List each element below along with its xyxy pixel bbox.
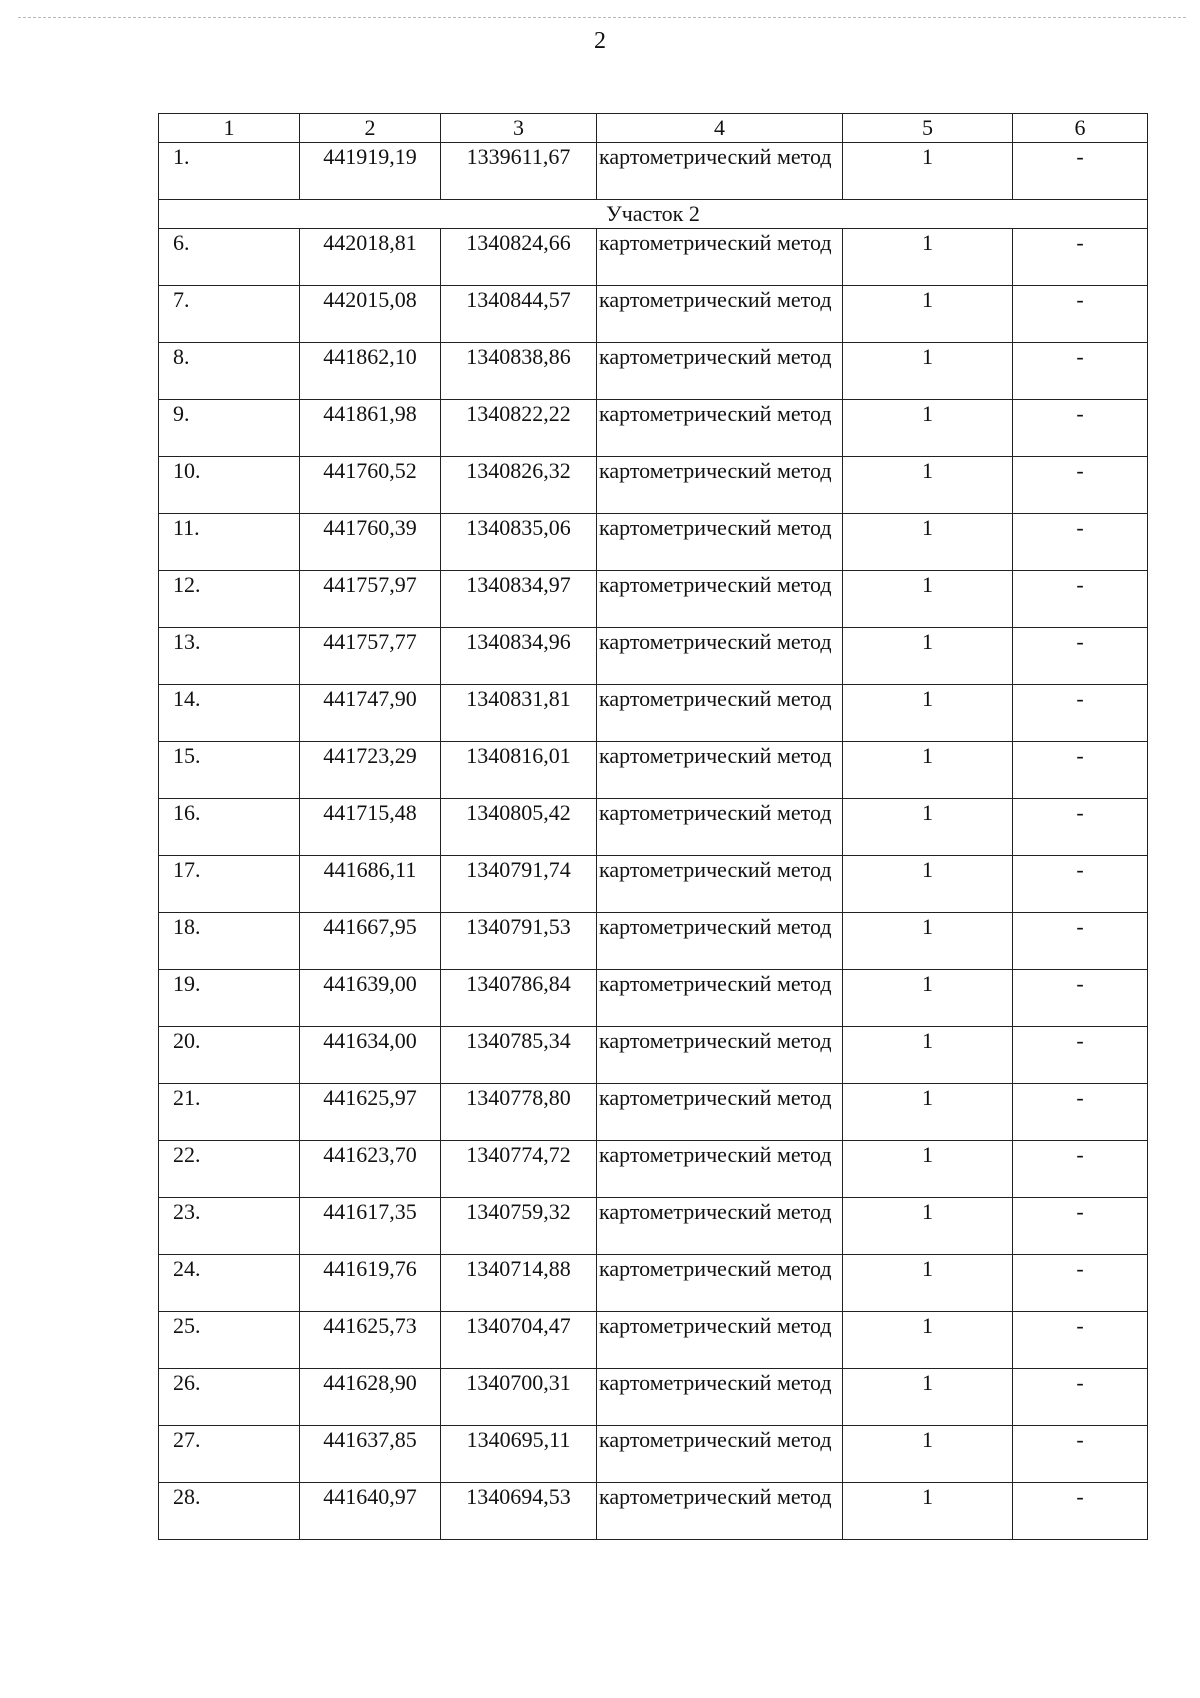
count-cell: 1 <box>843 799 1013 856</box>
method-cell: картометрический метод <box>597 1141 843 1198</box>
method-cell: картометрический метод <box>597 1426 843 1483</box>
x-coordinate-cell: 441723,29 <box>300 742 441 799</box>
extra-cell: - <box>1013 799 1148 856</box>
table-row <box>159 1027 1148 1084</box>
x-coordinate-cell: 441625,97 <box>300 1084 441 1141</box>
count-cell: 1 <box>843 1084 1013 1141</box>
point-number-cell: 12. <box>159 571 300 628</box>
point-number-cell: 1. <box>159 143 300 200</box>
point-number-cell: 22. <box>159 1141 300 1198</box>
extra-cell: - <box>1013 1369 1148 1426</box>
count-cell: 1 <box>843 286 1013 343</box>
x-coordinate-cell: 441861,98 <box>300 400 441 457</box>
coordinates-table <box>158 113 1148 1540</box>
table-row <box>159 970 1148 1027</box>
page-top-border <box>18 17 1186 18</box>
point-number-cell: 19. <box>159 970 300 1027</box>
y-coordinate-cell: 1340834,97 <box>441 571 597 628</box>
extra-cell: - <box>1013 1483 1148 1540</box>
count-cell: 1 <box>843 742 1013 799</box>
extra-cell: - <box>1013 514 1148 571</box>
point-number-cell: 25. <box>159 1312 300 1369</box>
method-cell: картометрический метод <box>597 1027 843 1084</box>
count-cell: 1 <box>843 1483 1013 1540</box>
point-number-cell: 17. <box>159 856 300 913</box>
y-coordinate-cell: 1340704,47 <box>441 1312 597 1369</box>
point-number-cell: 14. <box>159 685 300 742</box>
y-coordinate-cell: 1340786,84 <box>441 970 597 1027</box>
table-row <box>159 628 1148 685</box>
x-coordinate-cell: 441686,11 <box>300 856 441 913</box>
point-number-cell: 9. <box>159 400 300 457</box>
extra-cell: - <box>1013 457 1148 514</box>
y-coordinate-cell: 1340835,06 <box>441 514 597 571</box>
extra-cell: - <box>1013 856 1148 913</box>
table-row <box>159 1084 1148 1141</box>
method-cell: картометрический метод <box>597 742 843 799</box>
method-cell: картометрический метод <box>597 856 843 913</box>
count-cell: 1 <box>843 1369 1013 1426</box>
table-row <box>159 685 1148 742</box>
point-number-cell: 20. <box>159 1027 300 1084</box>
x-coordinate-cell: 441760,39 <box>300 514 441 571</box>
x-coordinate-cell: 441760,52 <box>300 457 441 514</box>
point-number-cell: 24. <box>159 1255 300 1312</box>
x-coordinate-cell: 441634,00 <box>300 1027 441 1084</box>
method-cell: картометрический метод <box>597 400 843 457</box>
section-title: Участок 2 <box>159 200 1148 229</box>
section-header-row <box>159 200 1148 229</box>
extra-cell: - <box>1013 343 1148 400</box>
y-coordinate-cell: 1339611,67 <box>441 143 597 200</box>
method-cell: картометрический метод <box>597 799 843 856</box>
y-coordinate-cell: 1340714,88 <box>441 1255 597 1312</box>
table-row <box>159 571 1148 628</box>
x-coordinate-cell: 441667,95 <box>300 913 441 970</box>
extra-cell: - <box>1013 628 1148 685</box>
count-cell: 1 <box>843 1141 1013 1198</box>
table-row <box>159 1141 1148 1198</box>
y-coordinate-cell: 1340822,22 <box>441 400 597 457</box>
y-coordinate-cell: 1340791,74 <box>441 856 597 913</box>
method-cell: картометрический метод <box>597 1255 843 1312</box>
extra-cell: - <box>1013 1141 1148 1198</box>
y-coordinate-cell: 1340759,32 <box>441 1198 597 1255</box>
point-number-cell: 7. <box>159 286 300 343</box>
table-row <box>159 1312 1148 1369</box>
y-coordinate-cell: 1340824,66 <box>441 229 597 286</box>
x-coordinate-cell: 441919,19 <box>300 143 441 200</box>
point-number-cell: 8. <box>159 343 300 400</box>
header-cell: 1 <box>159 114 300 143</box>
y-coordinate-cell: 1340826,32 <box>441 457 597 514</box>
y-coordinate-cell: 1340785,34 <box>441 1027 597 1084</box>
extra-cell: - <box>1013 286 1148 343</box>
table-row <box>159 1255 1148 1312</box>
count-cell: 1 <box>843 913 1013 970</box>
extra-cell: - <box>1013 1084 1148 1141</box>
y-coordinate-cell: 1340791,53 <box>441 913 597 970</box>
table-row <box>159 1369 1148 1426</box>
x-coordinate-cell: 441617,35 <box>300 1198 441 1255</box>
count-cell: 1 <box>843 685 1013 742</box>
method-cell: картометрический метод <box>597 1483 843 1540</box>
count-cell: 1 <box>843 571 1013 628</box>
point-number-cell: 23. <box>159 1198 300 1255</box>
table-row <box>159 343 1148 400</box>
method-cell: картометрический метод <box>597 229 843 286</box>
extra-cell: - <box>1013 400 1148 457</box>
extra-cell: - <box>1013 571 1148 628</box>
method-cell: картометрический метод <box>597 571 843 628</box>
header-cell: 2 <box>300 114 441 143</box>
point-number-cell: 13. <box>159 628 300 685</box>
x-coordinate-cell: 441862,10 <box>300 343 441 400</box>
point-number-cell: 28. <box>159 1483 300 1540</box>
table-row <box>159 856 1148 913</box>
count-cell: 1 <box>843 514 1013 571</box>
extra-cell: - <box>1013 1255 1148 1312</box>
point-number-cell: 15. <box>159 742 300 799</box>
count-cell: 1 <box>843 970 1013 1027</box>
table-row <box>159 1198 1148 1255</box>
extra-cell: - <box>1013 913 1148 970</box>
method-cell: картометрический метод <box>597 970 843 1027</box>
count-cell: 1 <box>843 1027 1013 1084</box>
method-cell: картометрический метод <box>597 514 843 571</box>
count-cell: 1 <box>843 229 1013 286</box>
y-coordinate-cell: 1340805,42 <box>441 799 597 856</box>
point-number-cell: 26. <box>159 1369 300 1426</box>
x-coordinate-cell: 441757,97 <box>300 571 441 628</box>
x-coordinate-cell: 441637,85 <box>300 1426 441 1483</box>
method-cell: картометрический метод <box>597 1369 843 1426</box>
table-row <box>159 913 1148 970</box>
method-cell: картометрический метод <box>597 143 843 200</box>
method-cell: картометрический метод <box>597 286 843 343</box>
table-row <box>159 400 1148 457</box>
header-cell: 6 <box>1013 114 1148 143</box>
table-row <box>159 1483 1148 1540</box>
extra-cell: - <box>1013 1198 1148 1255</box>
y-coordinate-cell: 1340831,81 <box>441 685 597 742</box>
x-coordinate-cell: 441715,48 <box>300 799 441 856</box>
x-coordinate-cell: 441747,90 <box>300 685 441 742</box>
table-row <box>159 229 1148 286</box>
header-cell: 5 <box>843 114 1013 143</box>
x-coordinate-cell: 441619,76 <box>300 1255 441 1312</box>
y-coordinate-cell: 1340695,11 <box>441 1426 597 1483</box>
method-cell: картометрический метод <box>597 1312 843 1369</box>
extra-cell: - <box>1013 143 1148 200</box>
method-cell: картометрический метод <box>597 913 843 970</box>
table-row <box>159 1426 1148 1483</box>
y-coordinate-cell: 1340838,86 <box>441 343 597 400</box>
x-coordinate-cell: 441623,70 <box>300 1141 441 1198</box>
count-cell: 1 <box>843 856 1013 913</box>
y-coordinate-cell: 1340778,80 <box>441 1084 597 1141</box>
x-coordinate-cell: 441639,00 <box>300 970 441 1027</box>
count-cell: 1 <box>843 457 1013 514</box>
point-number-cell: 6. <box>159 229 300 286</box>
point-number-cell: 11. <box>159 514 300 571</box>
count-cell: 1 <box>843 1198 1013 1255</box>
point-number-cell: 21. <box>159 1084 300 1141</box>
page-number: 2 <box>594 28 606 54</box>
point-number-cell: 16. <box>159 799 300 856</box>
table-row <box>159 143 1148 200</box>
extra-cell: - <box>1013 685 1148 742</box>
method-cell: картометрический метод <box>597 1084 843 1141</box>
y-coordinate-cell: 1340834,96 <box>441 628 597 685</box>
method-cell: картометрический метод <box>597 628 843 685</box>
extra-cell: - <box>1013 229 1148 286</box>
extra-cell: - <box>1013 1027 1148 1084</box>
x-coordinate-cell: 441628,90 <box>300 1369 441 1426</box>
extra-cell: - <box>1013 970 1148 1027</box>
y-coordinate-cell: 1340844,57 <box>441 286 597 343</box>
method-cell: картометрический метод <box>597 685 843 742</box>
point-number-cell: 27. <box>159 1426 300 1483</box>
count-cell: 1 <box>843 1426 1013 1483</box>
x-coordinate-cell: 442015,08 <box>300 286 441 343</box>
count-cell: 1 <box>843 1312 1013 1369</box>
y-coordinate-cell: 1340774,72 <box>441 1141 597 1198</box>
count-cell: 1 <box>843 143 1013 200</box>
table-row <box>159 457 1148 514</box>
count-cell: 1 <box>843 1255 1013 1312</box>
x-coordinate-cell: 441625,73 <box>300 1312 441 1369</box>
method-cell: картометрический метод <box>597 1198 843 1255</box>
header-row <box>159 114 1148 143</box>
y-coordinate-cell: 1340816,01 <box>441 742 597 799</box>
y-coordinate-cell: 1340694,53 <box>441 1483 597 1540</box>
table-row <box>159 514 1148 571</box>
point-number-cell: 18. <box>159 913 300 970</box>
point-number-cell: 10. <box>159 457 300 514</box>
x-coordinate-cell: 441640,97 <box>300 1483 441 1540</box>
x-coordinate-cell: 442018,81 <box>300 229 441 286</box>
table-row <box>159 286 1148 343</box>
extra-cell: - <box>1013 742 1148 799</box>
count-cell: 1 <box>843 343 1013 400</box>
x-coordinate-cell: 441757,77 <box>300 628 441 685</box>
table-row <box>159 742 1148 799</box>
header-cell: 3 <box>441 114 597 143</box>
extra-cell: - <box>1013 1426 1148 1483</box>
extra-cell: - <box>1013 1312 1148 1369</box>
y-coordinate-cell: 1340700,31 <box>441 1369 597 1426</box>
table-row <box>159 799 1148 856</box>
header-cell: 4 <box>597 114 843 143</box>
count-cell: 1 <box>843 400 1013 457</box>
method-cell: картометрический метод <box>597 343 843 400</box>
table-body <box>159 114 1148 1540</box>
count-cell: 1 <box>843 628 1013 685</box>
method-cell: картометрический метод <box>597 457 843 514</box>
